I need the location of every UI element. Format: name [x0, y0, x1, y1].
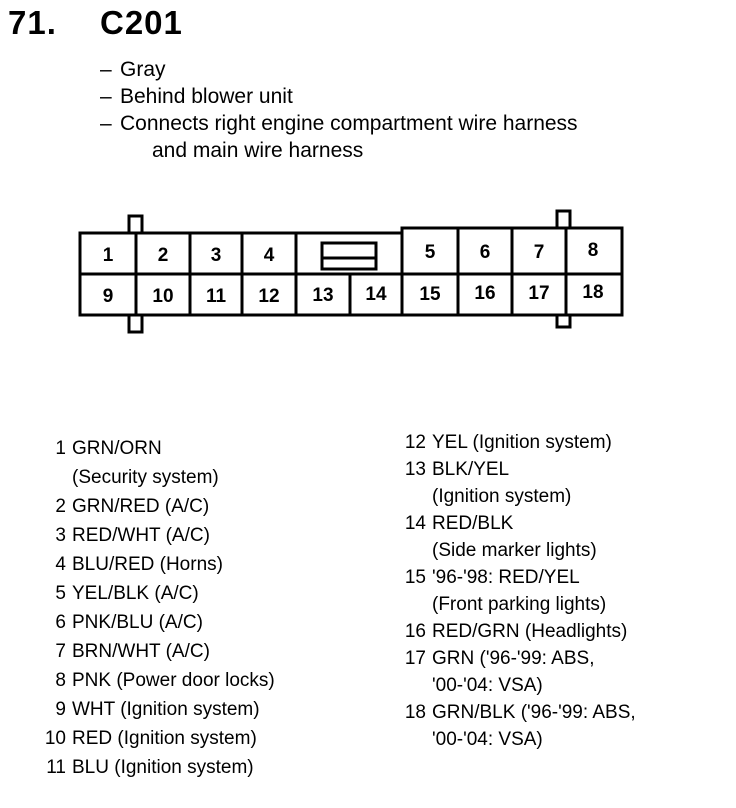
- legend-entry-15: [398, 564, 636, 618]
- legend-entry-4: [38, 550, 275, 579]
- pin-10-label: 10: [152, 286, 174, 307]
- legend-pin-number: 6: [55, 612, 66, 633]
- legend-pin-number: 13: [404, 459, 426, 480]
- legend-pin-number: 4: [55, 554, 66, 575]
- note-text: Gray: [120, 58, 166, 81]
- pin-13-label: 13: [312, 285, 334, 306]
- connector-code: C201: [100, 4, 183, 41]
- legend-wire-desc: '96-'98: RED/YEL: [432, 567, 580, 588]
- legend-entry-12: [398, 429, 636, 456]
- legend-pin-number: 17: [404, 648, 426, 669]
- pin-2-label: 2: [157, 245, 169, 266]
- pin-17-label: 17: [528, 283, 550, 304]
- pin-14-label: 14: [365, 284, 387, 305]
- legend-wire-circuit: '00-'04: VSA): [432, 729, 543, 750]
- legend-wire-desc: YEL (Ignition system): [432, 432, 612, 453]
- note-dash: –: [100, 85, 112, 108]
- pin-4-label: 4: [263, 245, 275, 266]
- figure-number: 71.: [8, 4, 57, 41]
- legend-pin-number: 12: [404, 432, 426, 453]
- note-dash: –: [100, 58, 112, 81]
- legend-pin-number: 7: [55, 641, 66, 662]
- note-text: Behind blower unit: [120, 85, 293, 108]
- legend-wire-desc: GRN ('96-'99: ABS,: [432, 648, 595, 669]
- legend-wire-circuit: (Front parking lights): [432, 594, 607, 615]
- legend-wire-circuit: (Security system): [72, 467, 219, 488]
- legend-pin-number: 14: [404, 513, 426, 534]
- legend-wire-desc: GRN/RED (A/C): [72, 496, 210, 517]
- legend-pin-number: 8: [55, 670, 66, 691]
- legend-pin-number: 1: [55, 438, 66, 459]
- pin-9-label: 9: [102, 286, 114, 307]
- legend-entry-11: [38, 753, 275, 782]
- legend-wire-desc: GRN/ORN: [72, 438, 162, 459]
- legend-wire-desc: RED/BLK: [432, 513, 514, 534]
- legend-wire-desc: PNK/BLU (A/C): [72, 612, 203, 633]
- legend-wire-desc: RED (Ignition system): [72, 728, 257, 749]
- legend-wire-desc: WHT (Ignition system): [72, 699, 260, 720]
- legend-wire-desc: RED/GRN (Headlights): [432, 621, 628, 642]
- note-text: Connects right engine compartment wire harness: [120, 112, 578, 135]
- pin-1-label: 1: [102, 245, 114, 266]
- legend-entry-14: [398, 510, 636, 564]
- legend-entry-10: [38, 724, 275, 753]
- pin-15-label: 15: [419, 284, 441, 305]
- legend-entry-9: [38, 695, 275, 724]
- pin-6-label: 6: [479, 242, 491, 263]
- legend-pin-number: 15: [404, 567, 426, 588]
- legend-wire-circuit: '00-'04: VSA): [432, 675, 543, 696]
- legend-entry-5: [38, 579, 275, 608]
- legend-wire-desc: YEL/BLK (A/C): [72, 583, 199, 604]
- pin-12-label: 12: [258, 286, 280, 307]
- legend-entry-6: [38, 608, 275, 637]
- pin-3-label: 3: [210, 245, 222, 266]
- legend-wire-circuit: (Ignition system): [432, 486, 572, 507]
- pin-11-label: 11: [205, 286, 227, 307]
- legend-wire-desc: RED/WHT (A/C): [72, 525, 210, 546]
- legend-wire-desc: PNK (Power door locks): [72, 670, 275, 691]
- pin-8-label: 8: [587, 240, 599, 261]
- legend-entry-16: [398, 618, 636, 645]
- legend-wire-circuit: (Side marker lights): [432, 540, 597, 561]
- legend-entry-2: [38, 492, 275, 521]
- legend-wire-desc: BLK/YEL: [432, 459, 510, 480]
- legend-pin-number: 5: [55, 583, 66, 604]
- wire-legend-right: [398, 429, 636, 753]
- wire-legend-left: [38, 434, 275, 782]
- legend-pin-number: 2: [55, 496, 66, 517]
- legend-pin-number: 18: [404, 702, 426, 723]
- legend-entry-1: [38, 434, 275, 492]
- legend-pin-number: 11: [46, 757, 66, 778]
- legend-pin-number: 16: [404, 621, 426, 642]
- legend-pin-number: 3: [55, 525, 66, 546]
- legend-wire-desc: BLU/RED (Horns): [72, 554, 223, 575]
- legend-wire-desc: GRN/BLK ('96-'99: ABS,: [432, 702, 636, 723]
- legend-wire-desc: BRN/WHT (A/C): [72, 641, 210, 662]
- legend-entry-17: [398, 645, 636, 699]
- legend-entry-7: [38, 637, 275, 666]
- note-continuation: and main wire harness: [152, 139, 364, 162]
- legend-pin-number: 9: [55, 699, 66, 720]
- pin-18-label: 18: [582, 282, 604, 303]
- legend-entry-3: [38, 521, 275, 550]
- pin-7-label: 7: [533, 242, 545, 263]
- locking-tab: [322, 243, 376, 269]
- legend-wire-desc: BLU (Ignition system): [72, 757, 254, 778]
- legend-entry-13: [398, 456, 636, 510]
- pin-16-label: 16: [474, 283, 496, 304]
- legend-entry-8: [38, 666, 275, 695]
- connector-diagram: [0, 0, 736, 340]
- legend-pin-number: 10: [44, 728, 66, 749]
- pin-5-label: 5: [424, 242, 436, 263]
- legend-entry-18: [398, 699, 636, 753]
- note-dash: –: [100, 112, 112, 135]
